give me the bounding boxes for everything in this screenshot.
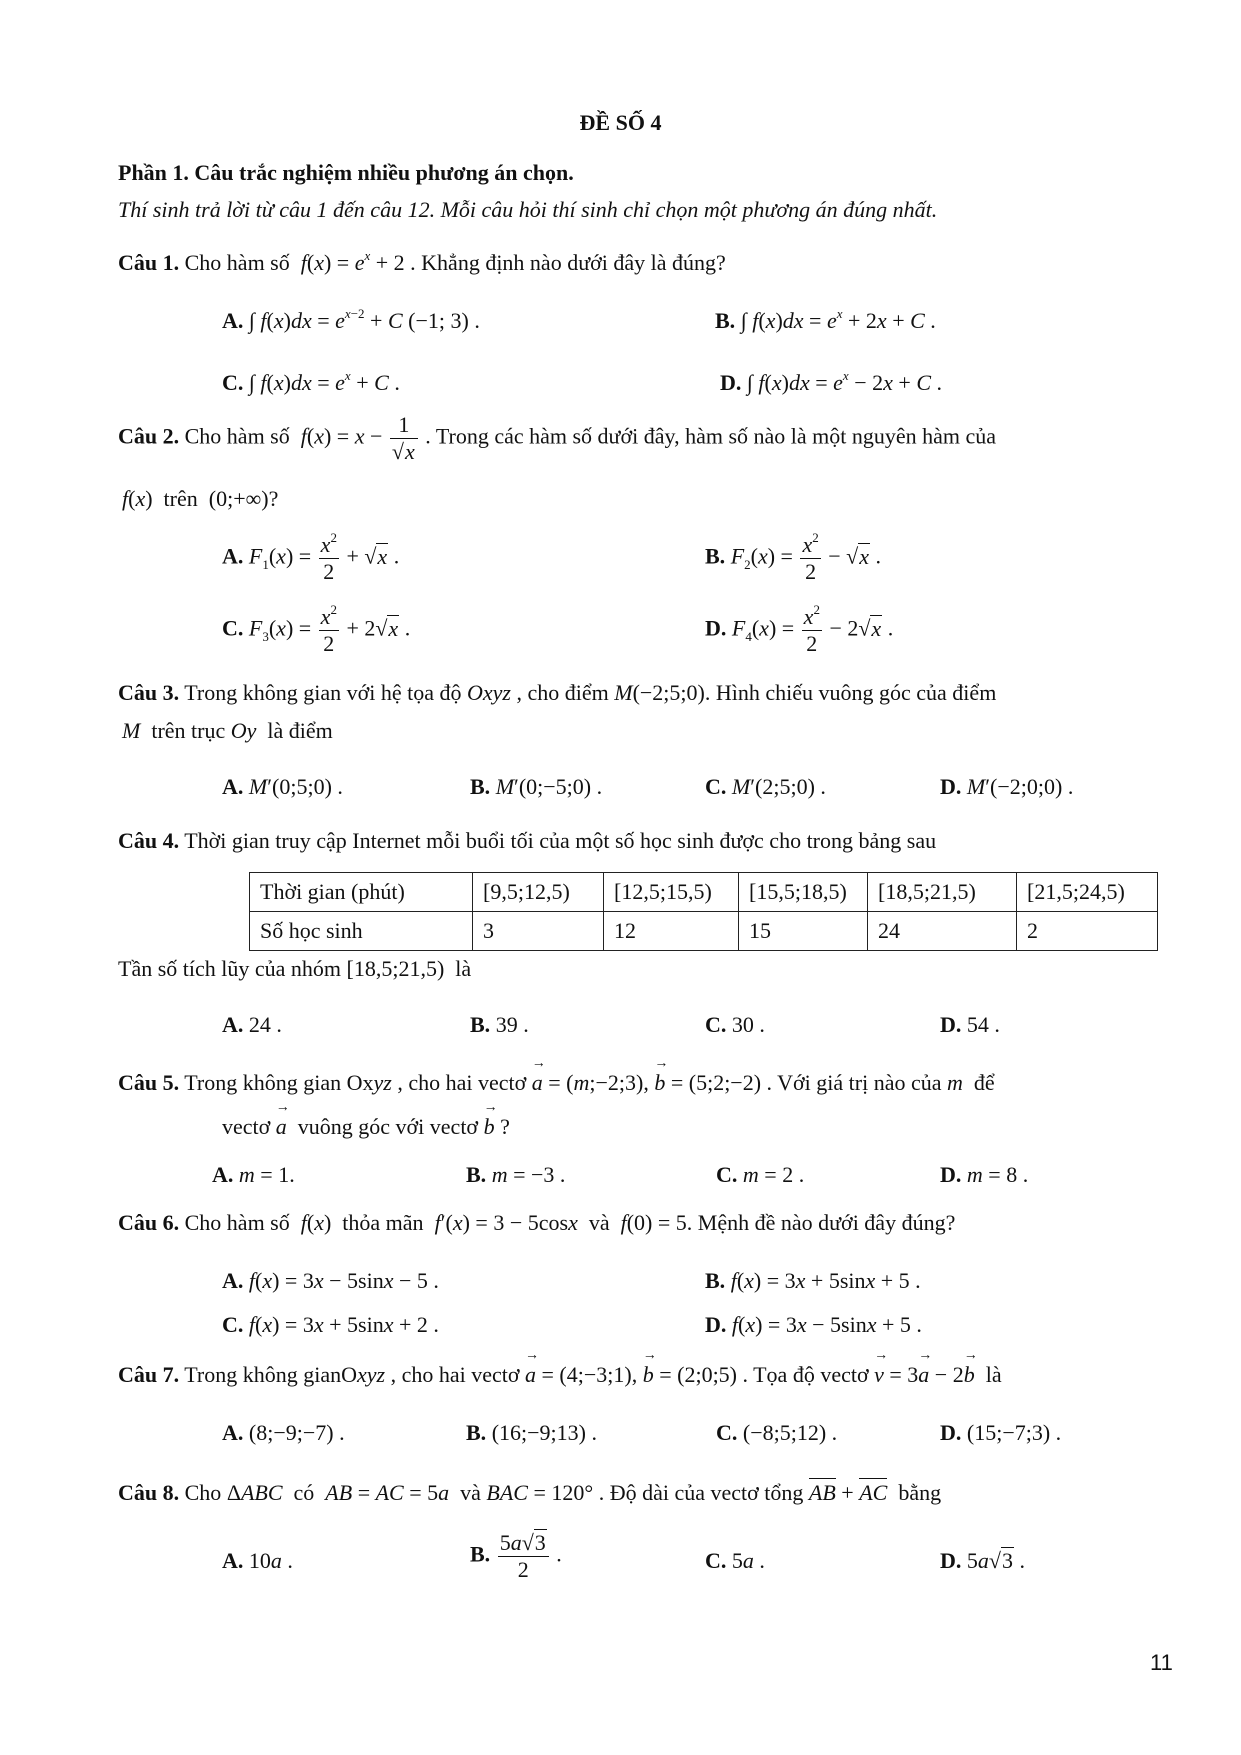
question-5-cont: vectơ → a vuông góc với vectơ → b ? [222, 1114, 510, 1140]
q5-option-d[interactable]: D. m = 8 . [940, 1162, 1029, 1187]
question-7: Câu 7. Trong không gianOxyz , cho hai vectơ → a = (4;−3;1), → b = (2;0;5) . Tọa độ vectơ → v = 3→ a − 2→ b là [118, 1362, 1002, 1388]
exam-title: ĐỀ SỐ 4 [579, 110, 662, 135]
q1-option-d[interactable]: D. ∫ $f(x)dx = e^x - 2x + C$ . [720, 367, 942, 395]
question-2-cont: f(x) trên (0;+∞)? [122, 486, 279, 511]
q7-option-d[interactable]: D. (15;−7;3) . [940, 1420, 1062, 1445]
q4-option-d[interactable]: D. 54 . [940, 1012, 1000, 1037]
page-number: 11 [1150, 1650, 1173, 1675]
question-8: Câu 8. Cho ΔABC có AB = AC = 5a và BAC = 120° . Độ dài của vectơ tổng AB + AC bằng [118, 1480, 942, 1505]
table-cell: [18,5;21,5) [868, 873, 1017, 912]
q3-option-d[interactable]: D. M′(−2;0;0) . [940, 774, 1074, 799]
table-cell: [12,5;15,5) [604, 873, 739, 912]
q5-option-c[interactable]: C. m = 2 . [716, 1162, 805, 1187]
frequency-table [249, 872, 1158, 951]
q5-option-a[interactable]: A. m = 1. [212, 1162, 295, 1187]
table-row [250, 912, 1158, 951]
table-cell: 3 [473, 912, 604, 951]
q4-option-c[interactable]: C. 30 . [705, 1012, 765, 1037]
q3-option-b[interactable]: B. M′(0;−5;0) . [470, 774, 603, 799]
table-cell: [15,5;18,5) [739, 873, 868, 912]
q2-option-c[interactable]: C. $F_3(x)$ = $\frac{x^2}{2}$ + 2√x . [222, 601, 411, 656]
q6-option-c[interactable]: C. f(x) = 3x + 5sinx + 2 . [222, 1312, 439, 1337]
part-heading: Phần 1. Câu trắc nghiệm nhiều phương án chọn. [118, 160, 574, 185]
q2-option-a[interactable]: A. $F_1(x)$ = $\frac{x^2}{2}$ + √x . [222, 529, 400, 584]
table-cell: 12 [604, 912, 739, 951]
q2-option-b[interactable]: B. $F_2(x)$ = $\frac{x^2}{2}$ − √x . [705, 529, 881, 584]
table-cell: [21,5;24,5) [1017, 873, 1158, 912]
q4-option-b[interactable]: B. 39 . [470, 1012, 529, 1037]
q5-option-b[interactable]: B. m = −3 . [466, 1162, 566, 1187]
q6-option-a[interactable]: A. f(x) = 3x − 5sinx − 5 . [222, 1268, 439, 1293]
q1-option-a[interactable]: A. ∫ $f(x)dx = e^{x-2} + C$ (−1; 3) . [222, 305, 480, 333]
question-5: Câu 5. Trong không gian Oxyz , cho hai vectơ → a = (m;−2;3), → b = (5;2;−2) . Với giá trị nào của m để [118, 1070, 995, 1096]
q7-option-c[interactable]: C. (−8;5;12) . [716, 1420, 838, 1445]
question-4: Câu 4. Thời gian truy cập Internet mỗi buổi tối của một số học sinh được cho trong bảng sau [118, 828, 937, 853]
q7-option-b[interactable]: B. (16;−9;13) . [466, 1420, 597, 1445]
q6-option-d[interactable]: D. f(x) = 3x − 5sinx + 5 . [705, 1312, 922, 1337]
question-3-cont: M trên trục Oy là điểm [122, 718, 333, 743]
question-6: Câu 6. Cho hàm số f(x) thỏa mãn f′(x) = 3 − 5cosx và f(0) = 5. Mệnh đề nào dưới đây đúng? [118, 1210, 956, 1235]
table-header-cell: Thời gian (phút) [250, 873, 473, 912]
q8-option-b[interactable]: B. $\frac{5a√3}{2}$ . [470, 1530, 562, 1582]
instruction: Thí sinh trả lời từ câu 1 đến câu 12. Mỗi câu hỏi thí sinh chỉ chọn một phương án đúng nhất. [118, 197, 938, 222]
table-cell: [9,5;12,5) [473, 873, 604, 912]
q8-option-a[interactable]: A. 10a . [222, 1548, 293, 1573]
question-4-prompt: Tần số tích lũy của nhóm [18,5;21,5) là [118, 956, 472, 981]
question-2: Câu 2. Cho hàm số f(x) = x − $\frac{1}{√x}$ . Trong các hàm số dưới đây, hàm số nào là một nguyên hàm của [118, 412, 997, 464]
question-3: Câu 3. Trong không gian với hệ tọa độ Oxyz , cho điểm M(−2;5;0). Hình chiếu vuông góc của điểm [118, 680, 997, 705]
question-1: Câu 1. Cho hàm số $f(x) = e^x + 2$ . Khẳng định nào dưới đây là đúng? [118, 247, 726, 275]
q8-option-d[interactable]: D. 5a√3 . [940, 1548, 1025, 1573]
table-cell: 2 [1017, 912, 1158, 951]
table-cell: 24 [868, 912, 1017, 951]
q7-option-a[interactable]: A. (8;−9;−7) . [222, 1420, 345, 1445]
q4-option-a[interactable]: A. 24 . [222, 1012, 282, 1037]
q8-option-c[interactable]: C. 5a . [705, 1548, 765, 1573]
q1-option-c[interactable]: C. ∫ $f(x)dx = e^x + C$ . [222, 367, 400, 395]
table-cell: 15 [739, 912, 868, 951]
q6-option-b[interactable]: B. f(x) = 3x + 5sinx + 5 . [705, 1268, 921, 1293]
table-row [250, 873, 1158, 912]
q1-option-b[interactable]: B. ∫ $f(x)dx = e^x + 2x + C$ . [715, 305, 936, 333]
table-header-cell: Số học sinh [250, 912, 473, 951]
q3-option-a[interactable]: A. M′(0;5;0) . [222, 774, 343, 799]
q2-option-d[interactable]: D. $F_4(x)$ = $\frac{x^2}{2}$ − 2√x . [705, 601, 894, 656]
q3-option-c[interactable]: C. M′(2;5;0) . [705, 774, 826, 799]
